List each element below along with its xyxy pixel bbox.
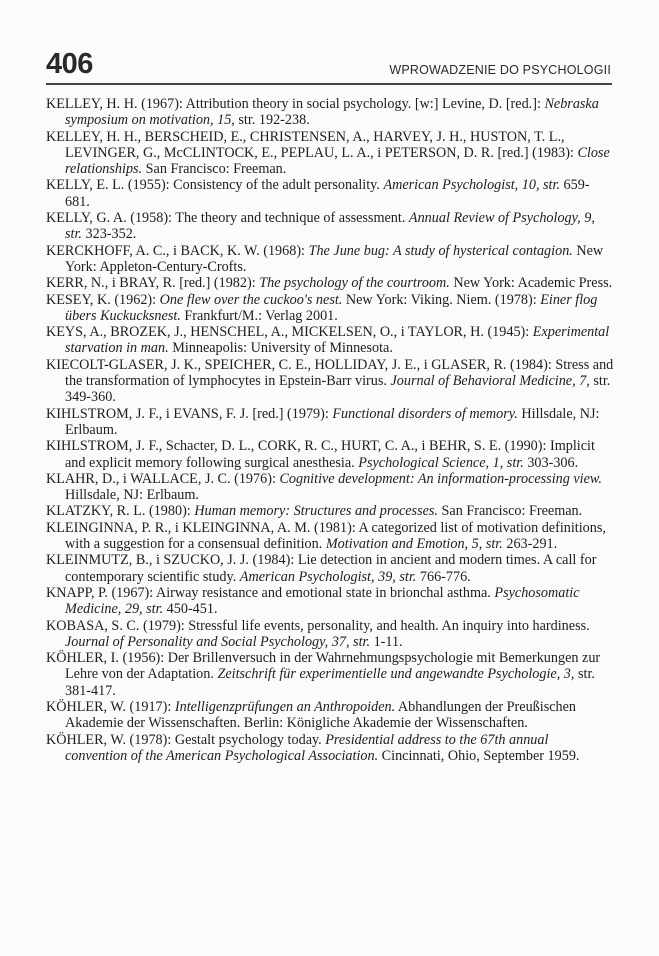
reference-entry: KIECOLT-GLASER, J. K., SPEICHER, C. E., HOLLIDAY, J. E., i GLASER, R. (1984): Stress and the transformation of lymphocytes in Epstein-Barr virus. Journal of Behavioral Medicine, 7, str. 349-360.: [46, 356, 614, 406]
reference-entry: KEYS, A., BROZEK, J., HENSCHEL, A., MICKELSEN, O., i TAYLOR, H. (1945): Experimental starvation in man. Minneapolis: University of Minnesota.: [46, 324, 610, 357]
reference-entry: KELLY, E. L. (1955): Consistency of the adult personality. American Psychologist, 10, str. 659-681.: [46, 177, 590, 210]
reference-list: [46, 96, 614, 764]
reference-entry: KÖHLER, W. (1917): Intelligenzprüfungen an Anthropoiden. Abhandlungen der Preußischen Akademie der Wissenschaften. Berlin: Königliche Akademie der Wissenschaften.: [46, 698, 577, 732]
header-rule: [46, 83, 612, 85]
reference-entry: KNAPP, P. (1967): Airway resistance and emotional state in brionchal asthma. Psychosomatic Medicine, 29, str. 450-451.: [46, 584, 580, 618]
reference-entry: KLEINMUTZ, B., i SZUCKO, J. J. (1984): Lie detection in ancient and modern times. A call for contemporary scientific study. American Psychologist, 39, str. 766-776.: [46, 552, 597, 585]
reference-entry: KELLEY, H. H., BERSCHEID, E., CHRISTENSEN, A., HARVEY, J. H., HUSTON, T. L., LEVINGER, G., McCLINTOCK, E., PEPLAU, L. A., i PETERSON, D. R. [red.] (1983): Close relationships. San Francisco: Freeman.: [46, 128, 610, 178]
reference-entry: KESEY, K. (1962): One flew over the cuckoo's nest. New York: Viking. Niem. (1978): Einer flog übers Kuckucksnest. Frankfurt/M.: Verlag 2001.: [46, 291, 598, 324]
reference-entry: KELLEY, H. H. (1967): Attribution theory in social psychology. [w:] Levine, D. [red.]: Nebraska symposium on motivation, 15, str. 192-238.: [46, 96, 599, 129]
reference-entry: KELLY, G. A. (1958): The theory and technique of assessment. Annual Review of Psychology, 9, str. 323-352.: [46, 210, 595, 243]
reference-entry: KLATZKY, R. L. (1980): Human memory: Structures and processes. San Francisco: Freeman.: [46, 503, 583, 520]
reference-entry: KÖHLER, W. (1978): Gestalt psychology today. Presidential address to the 67th annual convention of the American Psychological Association. Cincinnati, Ohio, September 1959.: [46, 731, 580, 764]
reference-entry: KÖHLER, I. (1956): Der Brillenversuch in der Wahrnehmungspsychologie mit Bemerkungen zur Lehre von der Adaptation. Zeitschrift für experimentielle und angewandte Psychologie, 3, str. 381-417.: [46, 650, 601, 699]
page-number: 406: [46, 48, 93, 80]
reference-entry: KIHLSTROM, J. F., Schacter, D. L., CORK, R. C., HURT, C. A., i BEHR, S. E. (1990): Implicit and explicit memory following surgical anesthesia. Psychological Science, 1, str. 303-306.: [46, 438, 595, 471]
reference-entry: KLEINGINNA, P. R., i KLEINGINNA, A. M. (1981): A categorized list of motivation definitions, with a suggestion for a consensual definition. Motivation and Emotion, 5, str. 263-291.: [46, 519, 606, 553]
reference-entry: KIHLSTROM, J. F., i EVANS, F. J. [red.] (1979): Functional disorders of memory. Hillsdale, NJ: Erlbaum.: [46, 405, 600, 438]
reference-entry: KERR, N., i BRAY, R. [red.] (1982): The psychology of the courtroom. New York: Academic Press.: [46, 275, 613, 292]
reference-entry: KLAHR, D., i WALLACE, J. C. (1976): Cognitive development: An information-processing view. Hillsdale, NJ: Erlbaum.: [46, 470, 602, 504]
reference-entry: KOBASA, S. C. (1979): Stressful life events, personality, and health. An inquiry into hardiness. Journal of Personality and Social Psychology, 37, str. 1-11.: [46, 617, 590, 650]
reference-entry: KERCKHOFF, A. C., i BACK, K. W. (1968): The June bug: A study of hysterical contagion. New York: Appleton-Century-Crofts.: [46, 242, 604, 275]
running-title: WPROWADZENIE DO PSYCHOLOGII: [389, 63, 611, 77]
